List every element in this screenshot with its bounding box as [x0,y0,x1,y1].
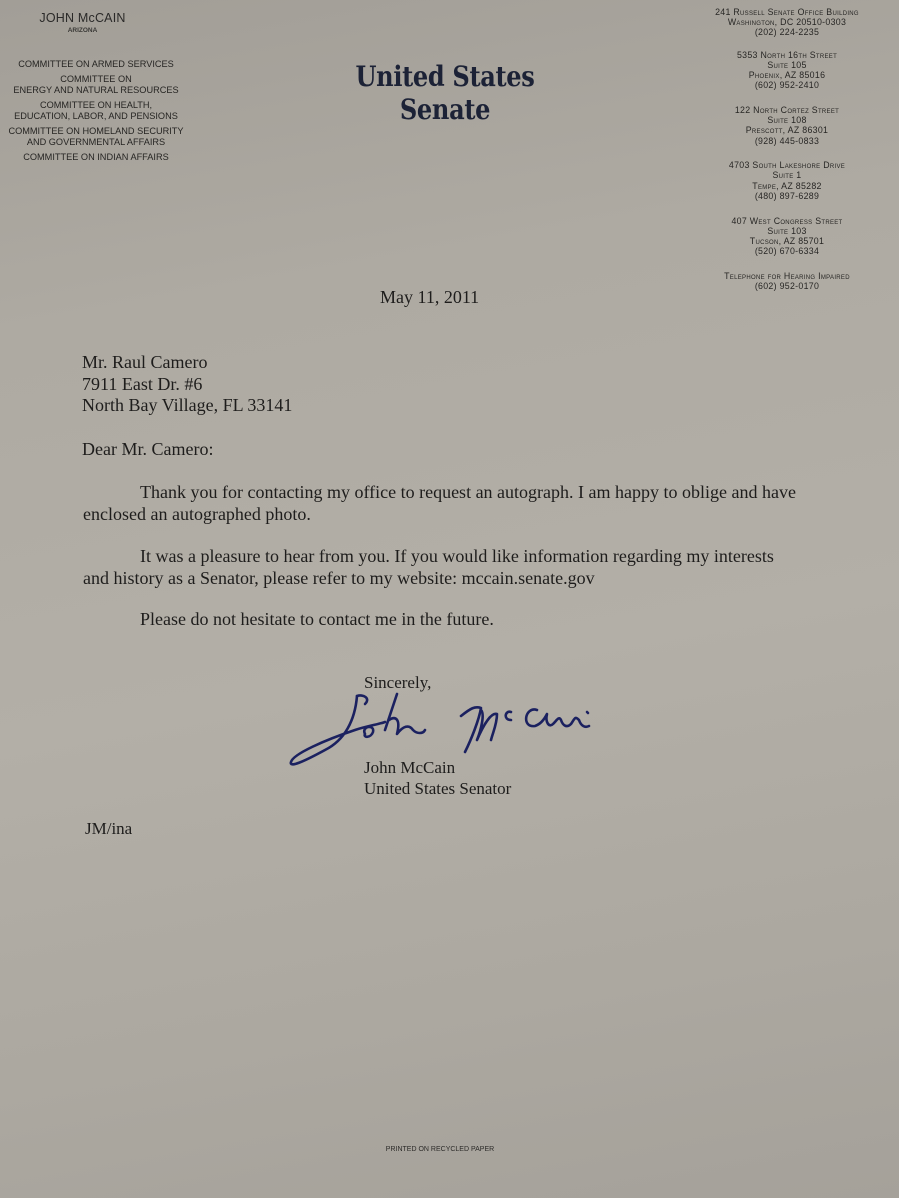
paragraph-text: It was a pleasure to hear from you. If you would like information regarding my interests and history as a Senator, please refer to my website: mccain.senate.gov [83,546,774,588]
paragraph-2 [83,546,803,589]
paragraph-text: Please do not hesitate to contact me in the future. [140,609,494,629]
office-line: 407 West Congress Street [731,215,843,226]
office-phone: (602) 952-0170 [754,281,820,292]
committee-line: COMMITTEE ON HEALTH, [39,99,153,110]
office-phoenix [688,50,886,91]
office-phone: (602) 952-2410 [754,80,820,91]
office-line: Tempe, AZ 85282 [752,180,822,191]
committee-line: ENERGY AND NATURAL RESOURCES [13,85,179,96]
office-line: 5353 North 16th Street [736,49,838,60]
office-washington [688,7,886,38]
committee-line: COMMITTEE ON [60,73,132,84]
committee-line: EDUCATION, LABOR, AND PENSIONS [14,111,178,122]
office-phone: (202) 224-2235 [754,27,820,38]
masthead-title: United States Senate [355,60,535,126]
reference-initials: JM/ina [85,819,133,838]
committee-item [2,74,190,97]
office-line: Suite 108 [767,115,807,126]
office-tempe [688,160,886,201]
office-prescott [688,105,886,146]
committee-item [2,59,190,70]
committee-line: COMMITTEE ON INDIAN AFFAIRS [23,152,169,163]
signer-name: John McCain [364,758,456,777]
footer-note: PRINTED ON RECYCLED PAPER [385,1146,495,1153]
paragraph-text: Thank you for contacting my office to request an autograph. I am happy to oblige and have enclosed an autographed photo. [83,482,796,524]
paragraph-1 [83,482,803,525]
salutation: Dear Mr. Camero: [82,439,214,459]
recipient-address [82,352,292,417]
office-line: Washington, DC 20510-0303 [727,17,847,28]
recipient-city: North Bay Village, FL 33141 [82,395,293,415]
paragraph-3 [83,609,803,631]
office-line: 241 Russell Senate Office Building [715,7,859,17]
recipient-name: Mr. Raul Camero [82,352,208,372]
committee-line: COMMITTEE ON ARMED SERVICES [18,59,174,69]
office-line: Suite 1 [772,170,802,181]
office-line: Tucson, AZ 85701 [749,235,825,246]
office-line: Suite 103 [767,225,807,236]
senator-state: ARIZONA [67,27,98,34]
committee-line: AND GOVERNMENTAL AFFAIRS [26,137,166,148]
committee-item [2,100,190,123]
office-line: 4703 South Lakeshore Drive [728,160,846,171]
closing: Sincerely, [364,673,432,692]
committee-list [2,59,190,167]
office-line: 122 North Cortez Street [734,104,840,115]
senator-name: JOHN McCAIN [39,11,126,25]
committee-item [2,152,190,163]
committee-item [2,126,190,149]
office-line: Suite 105 [767,59,807,70]
office-line: Telephone for Hearing Impaired [724,270,850,281]
office-hearing-impaired [688,271,886,291]
signer-title: United States Senator [364,779,512,798]
signer-block [364,757,511,799]
office-phone: (520) 670-6334 [754,246,820,257]
office-tucson [688,216,886,257]
office-line: Phoenix, AZ 85016 [748,70,826,81]
office-phone: (480) 897-6289 [754,190,820,201]
office-addresses [688,7,886,306]
recipient-street: 7911 East Dr. #6 [82,373,203,394]
committee-line: COMMITTEE ON HOMELAND SECURITY [8,125,184,136]
letter-date: May 11, 2011 [380,287,480,307]
office-line: Prescott, AZ 86301 [745,125,829,136]
office-phone: (928) 445-0833 [754,135,820,146]
